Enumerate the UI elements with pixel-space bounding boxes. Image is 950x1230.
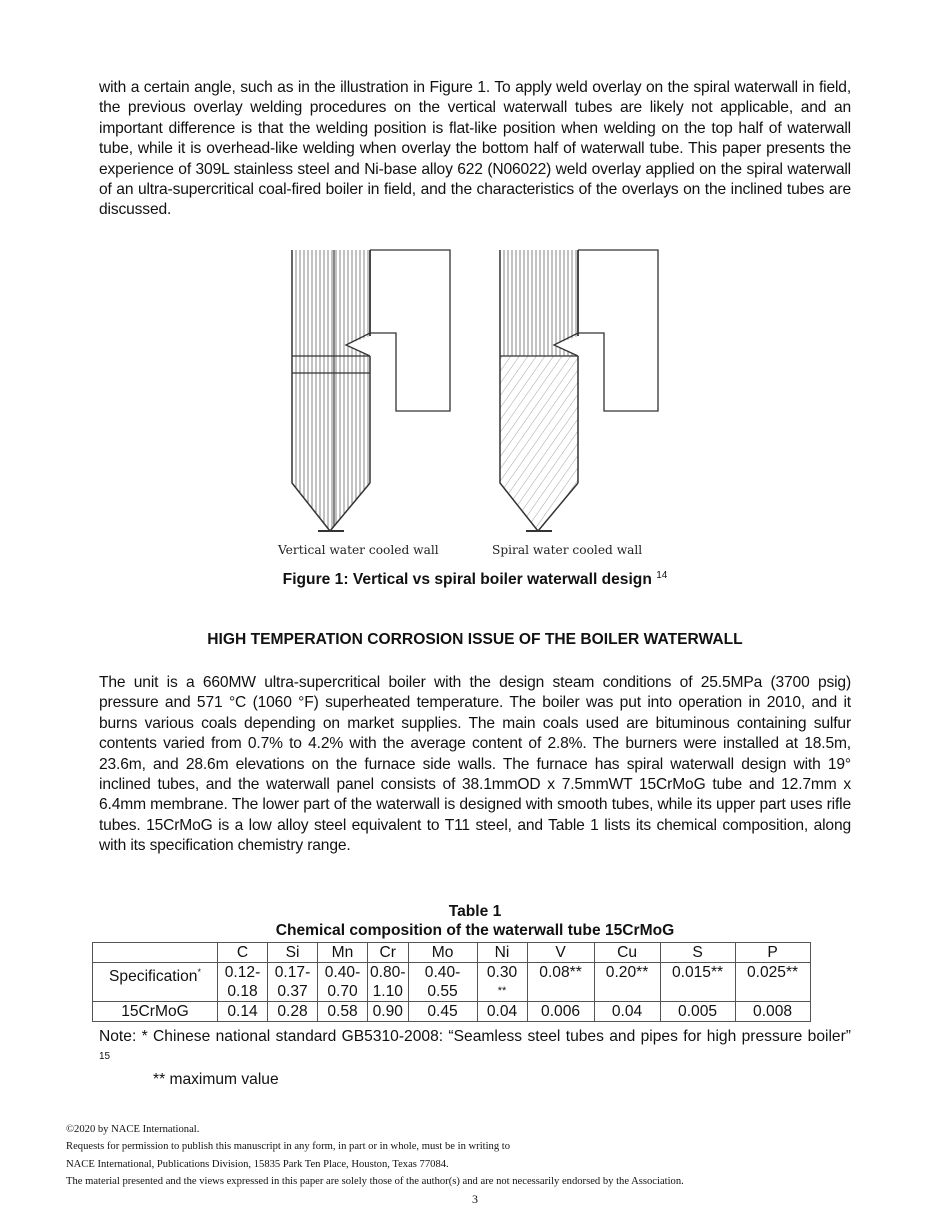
table-cell: 0.90 bbox=[368, 1002, 409, 1022]
chemical-composition-table bbox=[92, 942, 811, 1022]
table-caption bbox=[0, 902, 950, 940]
figure-caption bbox=[0, 570, 950, 589]
table-header-cell: V bbox=[527, 943, 594, 963]
cell-line: 0.55 bbox=[427, 983, 458, 1000]
cell-line: 0.12- bbox=[224, 964, 261, 981]
footer-copyright: ©2020 by NACE International. bbox=[66, 1124, 200, 1135]
footer-permission: Requests for permission to publish this manuscript in any form, in part or in whole, must be in writing to bbox=[66, 1141, 511, 1153]
table-cell bbox=[477, 963, 527, 1002]
cell-line: 0.80- bbox=[370, 964, 406, 981]
cell-line: ** bbox=[497, 985, 507, 997]
table-header-cell: P bbox=[735, 943, 810, 963]
table-cell bbox=[660, 963, 735, 1002]
table-cell: 0.006 bbox=[527, 1002, 594, 1022]
table-notes bbox=[99, 1027, 851, 1090]
figure-caption-text: Figure 1: Vertical vs spiral boiler waterwall design bbox=[282, 571, 652, 588]
table-cell: 0.58 bbox=[318, 1002, 368, 1022]
table-header-cell bbox=[93, 943, 218, 963]
table-cell: 0.008 bbox=[735, 1002, 810, 1022]
body-paragraph-intro: with a certain angle, such as in the illustration in Figure 1. To apply weld overlay on the spiral waterwall in field, the previous overlay welding procedures on the vertical waterwall tubes are likely not applicable, and an important difference is that the welding position is flat-like position when welding on the top half of waterwall tube, while it is overhead-like welding when overlay the bottom half of waterwall tube. This paper presents the experience of 309L stainless steel and Ni-base alloy 622 (N06022) weld overlay applied on the spiral waterwall of an ultra-supercritical coal-fired boiler in field, and the characteristics of the overlays on the inclined tubes are discussed. bbox=[99, 79, 851, 219]
table-header-cell: Mn bbox=[318, 943, 368, 963]
table-cell: 0.14 bbox=[218, 1002, 268, 1022]
figure-label-spiral: Spiral water cooled wall bbox=[492, 543, 643, 557]
page-number: 3 bbox=[472, 1192, 478, 1206]
table-cell: 0.04 bbox=[477, 1002, 527, 1022]
footnote-mark: * bbox=[197, 967, 201, 977]
table-cell bbox=[268, 963, 318, 1002]
table-header-cell: Ni bbox=[477, 943, 527, 963]
table-cell: 0.28 bbox=[268, 1002, 318, 1022]
table-number: Table 1 bbox=[448, 903, 502, 920]
table-header-cell: C bbox=[218, 943, 268, 963]
footer-disclaimer: The material presented and the views expressed in this paper are solely those of the author(s) and are not necessarily endorsed by the Association. bbox=[66, 1175, 684, 1187]
table-header-cell: Cr bbox=[368, 943, 409, 963]
table-header-row bbox=[93, 943, 811, 963]
section-heading: HIGH TEMPERATION CORROSION ISSUE OF THE BOILER WATERWALL bbox=[207, 631, 743, 648]
table-row-15crmog bbox=[93, 1002, 811, 1022]
figure-waterwall-diagram bbox=[270, 248, 690, 563]
table-cell bbox=[218, 963, 268, 1002]
table-cell: 0.04 bbox=[594, 1002, 660, 1022]
table-row-label: 15CrMoG bbox=[93, 1002, 218, 1022]
cell-line: 0.40- bbox=[324, 964, 361, 981]
table-cell: 0.005 bbox=[660, 1002, 735, 1022]
table-row-specification bbox=[93, 963, 811, 1002]
table-note-reference: 15 bbox=[99, 1050, 111, 1062]
table-header-cell: Si bbox=[268, 943, 318, 963]
cell-line: 0.18 bbox=[227, 983, 258, 1000]
table-header-cell: Mo bbox=[408, 943, 477, 963]
cell-line: 0.025** bbox=[746, 964, 799, 981]
vertical-wall-drawing bbox=[292, 250, 450, 531]
cell-line: 0.17- bbox=[274, 964, 311, 981]
table-cell bbox=[408, 963, 477, 1002]
page-footer bbox=[66, 1121, 886, 1190]
cell-line: 0.30 bbox=[486, 964, 518, 981]
footer-address: NACE International, Publications Division, 15835 Park Ten Place, Houston, Texas 77084. bbox=[66, 1158, 449, 1170]
table-note-maximum: ** maximum value bbox=[153, 1071, 279, 1088]
table-row-label bbox=[93, 963, 218, 1002]
body-paragraph-unit-description: The unit is a 660MW ultra-supercritical boiler with the design steam conditions of 25.5MPa (3700 psig) pressure and 571 °C (1060 °F) superheated temperature. The boiler was put into operation in 2010, and it burns various coals depending on market supplies. The main coals used are bituminous containing sulfur contents varied from 0.7% to 4.2% with the average content of 2.8%. The burners were installed at 18.5m, 23.6m, and 28.6m elevations on the furnace side walls. The furnace has spiral waterwall design with 19° inclined tubes, and the waterwall panel consists of 38.1mmOD x 7.5mmWT 15CrMoG tube and 12.7mm x 6.4mm membrane. The lower part of the waterwall is designed with smooth tubes, while its upper part uses rifle tubes. 15CrMoG is a low alloy steel equivalent to T11 steel, and Table 1 lists its chemical composition, along with its specification chemistry range. bbox=[99, 674, 851, 855]
cell-line: 0.70 bbox=[327, 983, 358, 1000]
figure-caption-reference: 14 bbox=[656, 570, 668, 581]
cell-line: 0.015** bbox=[671, 964, 724, 981]
table-cell: 0.45 bbox=[408, 1002, 477, 1022]
cell-line: 0.40- bbox=[424, 964, 461, 981]
table-cell bbox=[735, 963, 810, 1002]
cell-line: 1.10 bbox=[372, 983, 403, 1000]
row-label-text: Specification bbox=[109, 968, 198, 985]
table-header-cell: Cu bbox=[594, 943, 660, 963]
table-cell bbox=[594, 963, 660, 1002]
table-cell bbox=[527, 963, 594, 1002]
cell-line: 0.20** bbox=[605, 964, 649, 981]
table-header-cell: S bbox=[660, 943, 735, 963]
figure-label-vertical: Vertical water cooled wall bbox=[278, 543, 439, 557]
cell-line: 0.37 bbox=[277, 983, 308, 1000]
table-note-standard: Note: * Chinese national standard GB5310-2008: “Seamless steel tubes and pipes for high pressure boiler” bbox=[99, 1028, 851, 1045]
table-cell bbox=[318, 963, 368, 1002]
cell-line: 0.08** bbox=[539, 964, 582, 981]
table-title: Chemical composition of the waterwall tube 15CrMoG bbox=[275, 922, 675, 939]
table-cell bbox=[368, 963, 409, 1002]
spiral-wall-drawing bbox=[500, 250, 658, 531]
